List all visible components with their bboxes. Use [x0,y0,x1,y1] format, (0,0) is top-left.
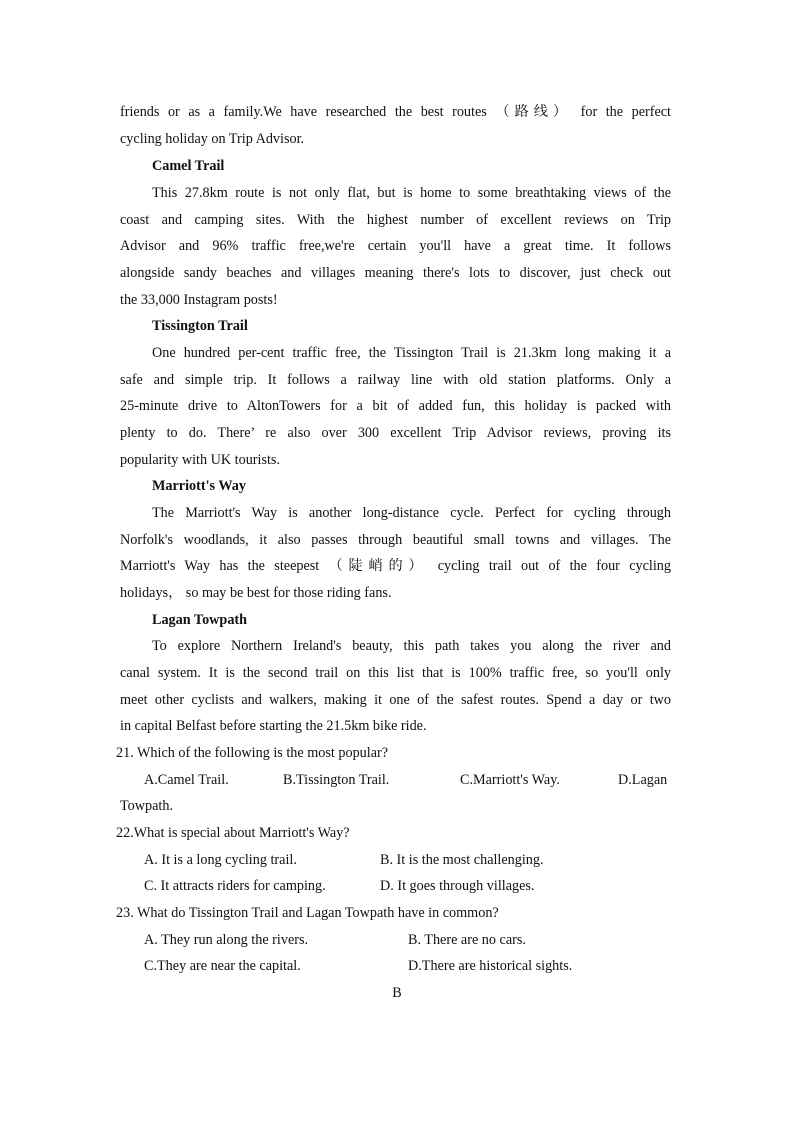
paragraph-line: Norfolk's woodlands, it also passes through beautiful small towns and villages. The [120,532,671,548]
section-label-b: B [392,985,402,1001]
paragraph-line: alongside sandy beaches and villages meaning there's lots to discover, just check out [120,265,671,281]
paragraph-line: 25-minute drive to AltonTowers for a bit of added fun, this holiday is packed with [120,398,671,414]
paragraph-line: in capital Belfast before starting the 21.5km bike ride. [120,718,427,734]
question-23-option-b[interactable]: B. There are no cars. [408,932,526,948]
paragraph-line: The Marriott's Way is another long-distance cycle. Perfect for cycling through [152,505,671,521]
paragraph-line: To explore Northern Ireland's beauty, this path takes you along the river and [152,638,671,654]
paragraph-line: This 27.8km route is not only flat, but is home to some breathtaking views of the [152,185,671,201]
paragraph-line: meet other cyclists and walkers, making it one of the safest routes. Spend a day or two [120,692,671,708]
question-21-option-b[interactable]: B.Tissington Trail. [283,772,390,788]
paragraph-line: the 33,000 Instagram posts! [120,292,278,308]
paragraph-line: One hundred per-cent traffic free, the Tissington Trail is 21.3km long making it a [152,345,671,361]
section-heading-marriotts-way: Marriott's Way [152,478,246,494]
question-23-stem: 23. What do Tissington Trail and Lagan Towpath have in common? [116,905,499,921]
paragraph-line: plenty to do. There’ re also over 300 excellent Trip Advisor reviews, proving its [120,425,671,441]
question-21-option-c[interactable]: C.Marriott's Way. [460,772,560,788]
paragraph-line: Advisor and 96% traffic free,we're certain you'll have a great time. It follows [120,238,671,254]
intro-line: cycling holiday on Trip Advisor. [120,131,305,147]
section-heading-tissington-trail: Tissington Trail [152,318,248,334]
question-21-stem: 21. Which of the following is the most popular? [116,745,389,761]
question-23-option-c[interactable]: C.They are near the capital. [144,958,301,974]
paragraph-line: coast and camping sites. With the highest number of excellent reviews on Trip [120,212,671,228]
question-21-option-d-wrap: Towpath. [120,798,173,814]
paragraph-line: holidays， so may be best for those riding fans. [120,585,392,601]
question-23-option-a[interactable]: A. They run along the rivers. [144,932,309,948]
paragraph-line: safe and simple trip. It follows a railway line with old station platforms. Only a [120,372,671,388]
question-23-option-d[interactable]: D.There are historical sights. [408,958,573,974]
question-22-option-b[interactable]: B. It is the most challenging. [380,852,544,868]
question-22-option-c[interactable]: C. It attracts riders for camping. [144,878,326,894]
section-heading-lagan-towpath: Lagan Towpath [152,612,248,628]
question-21-option-d[interactable]: D.Lagan [618,772,668,788]
question-22-option-a[interactable]: A. It is a long cycling trail. [144,852,297,868]
intro-line: friends or as a family.We have researched the best routes （路线） for the perfect [120,104,671,120]
paragraph-line: popularity with UK tourists. [120,452,280,468]
question-21-option-a[interactable]: A.Camel Trail. [144,772,229,788]
question-22-option-d[interactable]: D. It goes through villages. [380,878,535,894]
paragraph-line: Marriott's Way has the steepest （陡峭的） cycling trail out of the four cycling [120,558,671,574]
question-22-stem: 22.What is special about Marriott's Way? [116,825,350,841]
section-heading-camel-trail: Camel Trail [152,158,225,174]
paragraph-line: canal system. It is the second trail on this list that is 100% traffic free, so you'll only [120,665,671,681]
